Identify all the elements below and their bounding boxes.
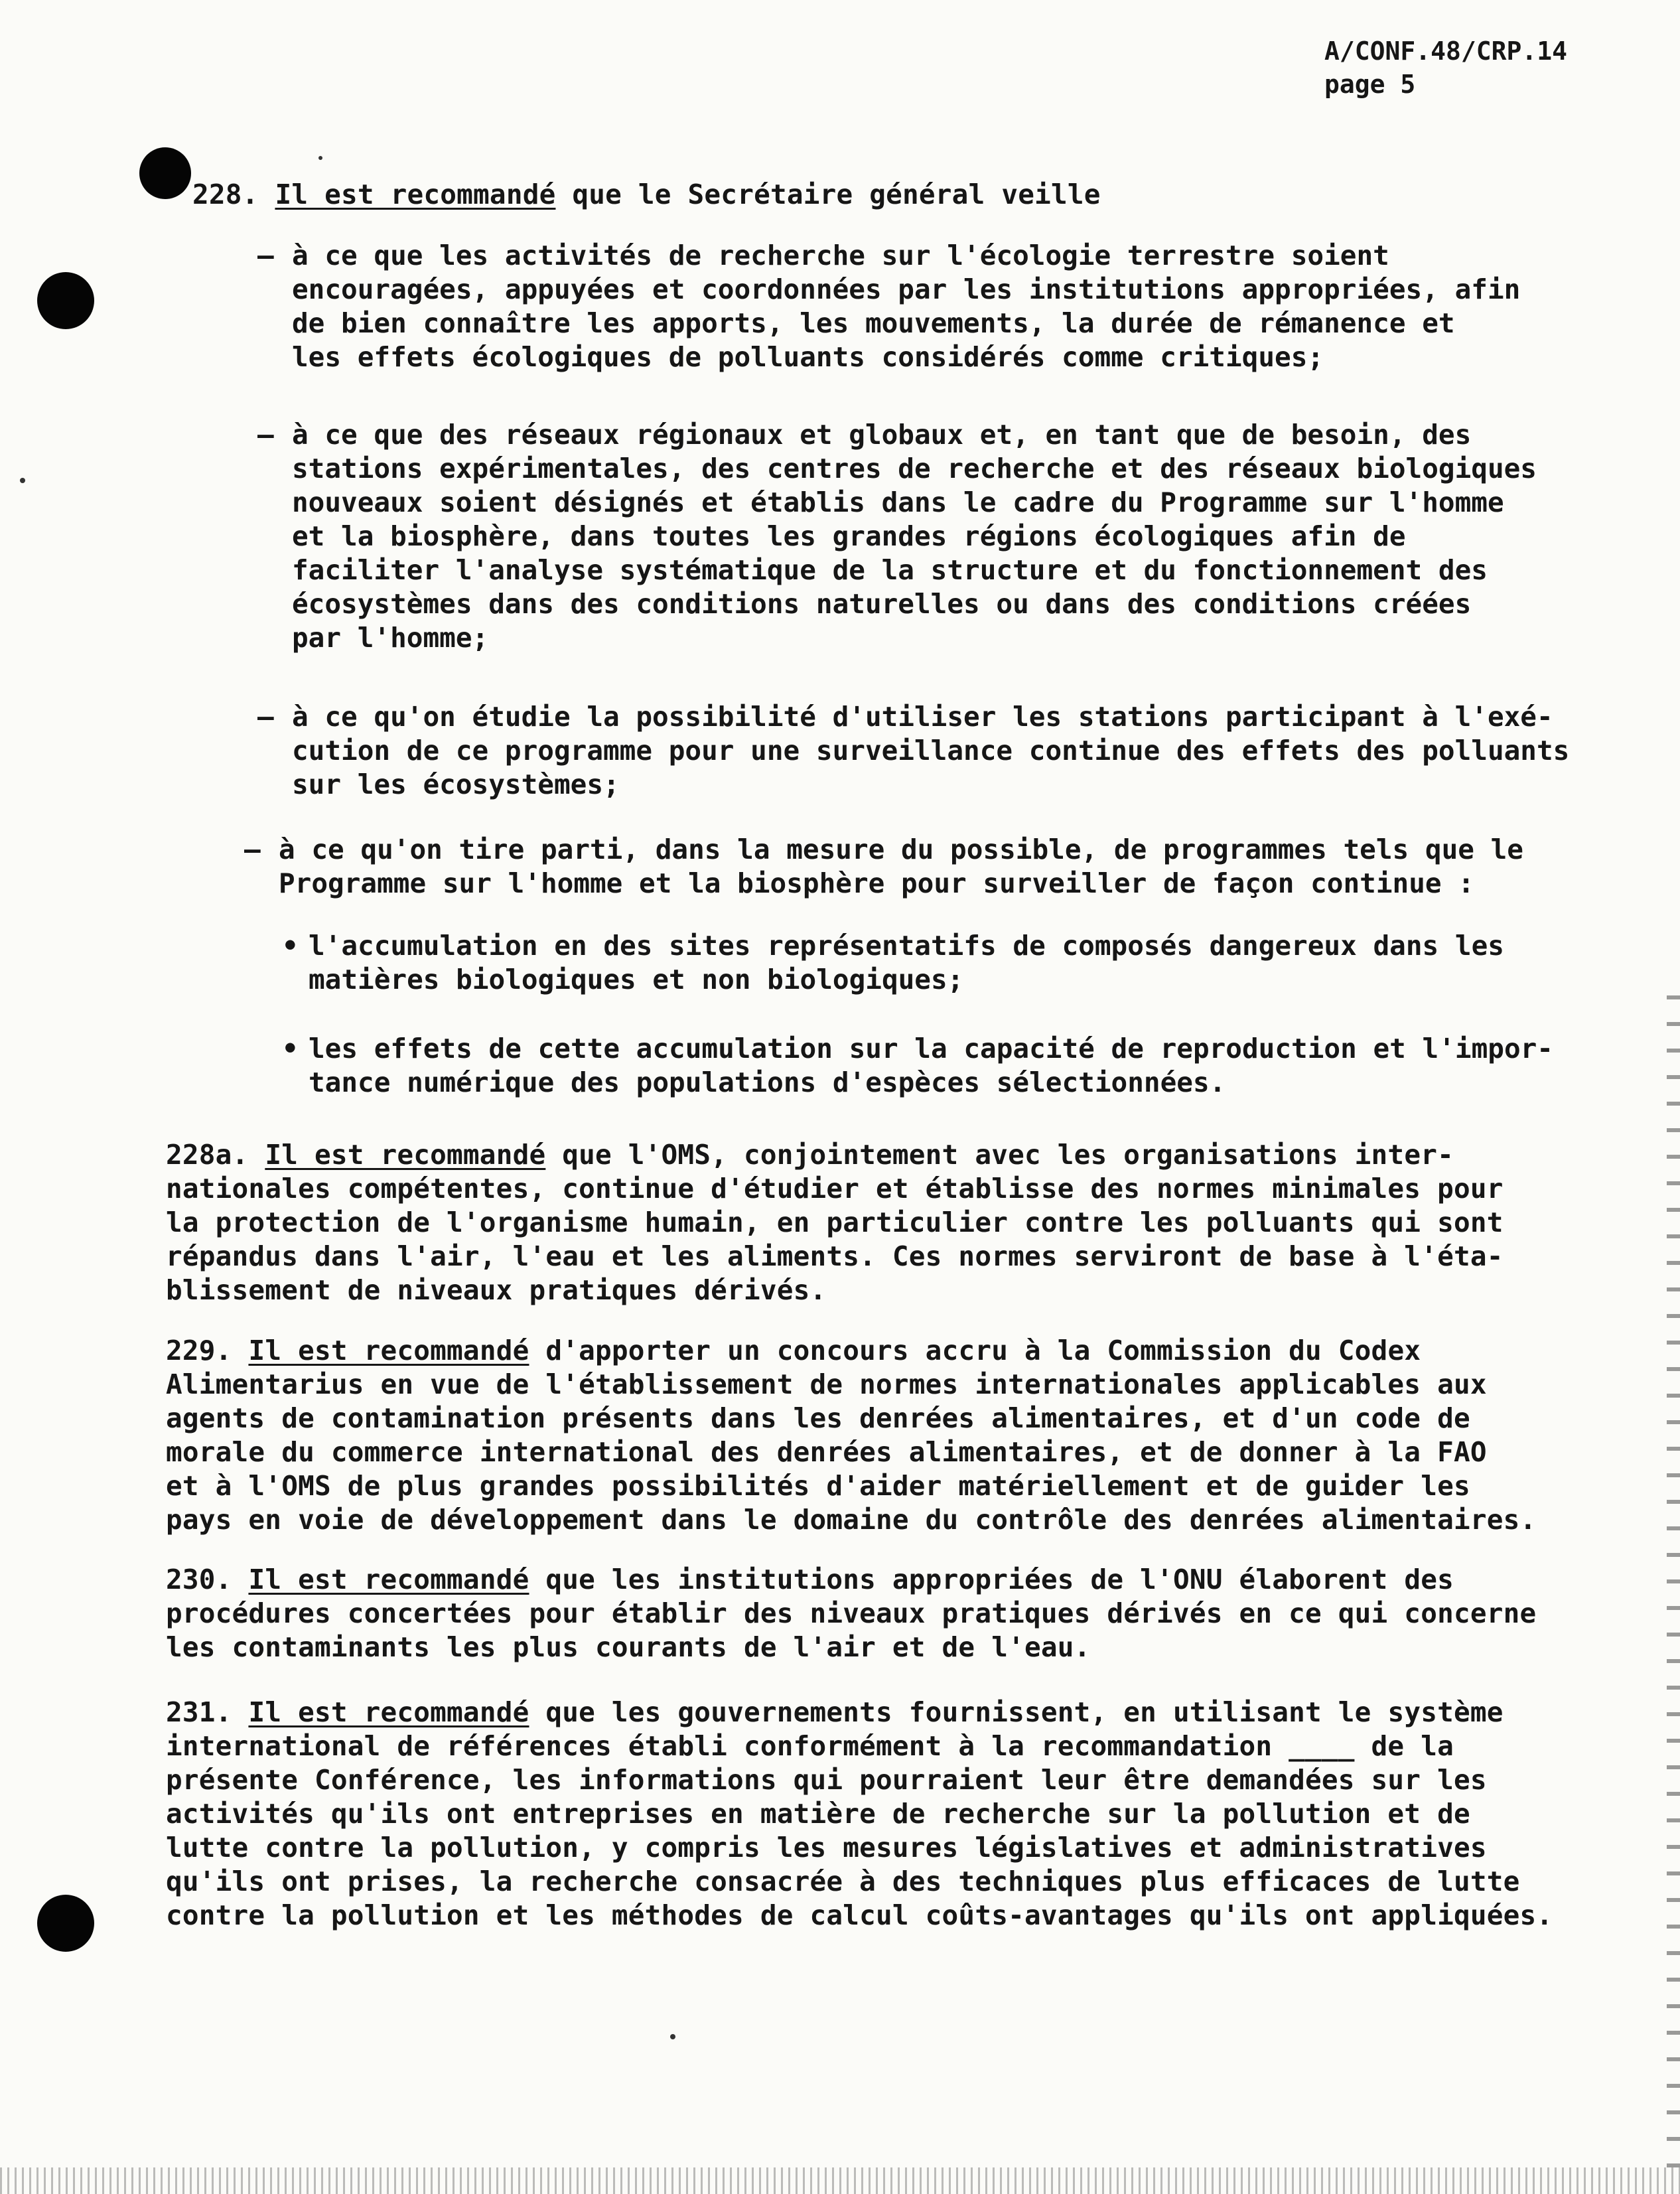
text-line: répandus dans l'air, l'eau et les aliments. Ces normes serviront de base à l'éta- [166,1240,1504,1272]
bullet-marker: • [282,930,299,962]
punch-hole-bottom [37,1895,94,1952]
text-line: cution de ce programme pour une surveillance continue des effets des polluants [292,735,1570,767]
paragraph-number: 231. [166,1696,232,1728]
text-line: à ce qu'on étudie la possibilité d'utiliser les stations participant à l'exé- [292,701,1553,733]
paragraph-229 [166,1334,1536,1537]
text-line: agents de contamination présents dans les denrées alimentaires, et d'un code de [166,1402,1470,1434]
text-line: présente Conférence, les informations qui pourraient leur être demandées sur les [166,1764,1487,1796]
page-number: page 5 [1324,70,1416,99]
document-reference: A/CONF.48/CRP.14 [1324,37,1567,66]
text-line: nationales compétentes, continue d'étudier et établisse des normes minimales pour [166,1173,1504,1205]
text-line: et à l'OMS de plus grandes possibilités d'aider matériellement et de guider les [166,1470,1470,1502]
text-line: l'accumulation en des sites représentatifs de composés dangereux dans les [309,930,1504,962]
dash-marker: – [257,419,274,451]
text-line: international de références établi conformément à la recommandation ____ de la [166,1730,1454,1762]
dash-marker: – [257,240,274,271]
text-line: pays en voie de développement dans le domaine du contrôle des denrées alimentaires. [166,1504,1537,1536]
text-line: de bien connaître les apports, les mouvements, la durée de rémanence et [292,307,1455,339]
text-line: que les gouvernements fournissent, en utilisant le système [529,1696,1504,1728]
punch-hole-top [139,147,191,199]
bullet-item [282,929,1504,997]
text-line: la protection de l'organisme humain, en particulier contre les polluants qui sont [166,1207,1504,1238]
text-line: les effets écologiques de polluants considérés comme critiques; [292,341,1324,373]
punch-hole-middle [37,272,94,329]
scan-speck [670,2034,675,2039]
paragraph-230 [166,1563,1536,1664]
recommendation-lead: Il est recommandé [265,1139,546,1171]
paragraph-number: 230. [166,1564,232,1595]
recommendation-lead: Il est recommandé [275,179,556,210]
recommendation-lead: Il est recommandé [248,1696,529,1728]
text-line: encouragées, appuyées et coordonnées par les institutions appropriées, afin [292,273,1521,305]
text-line: les effets de cette accumulation sur la capacité de reproduction et l'impor- [309,1033,1553,1064]
text-line: et la biosphère, dans toutes les grandes régions écologiques afin de [292,520,1406,552]
paragraph-228-heading [192,178,1101,212]
scan-speck [20,478,25,483]
text-line: qu'ils ont prises, la recherche consacrée à des techniques plus efficaces de lutte [166,1865,1520,1897]
paragraph-number: 228a. [166,1139,249,1171]
text-line: sur les écosystèmes; [292,768,620,800]
text-line: à ce que les activités de recherche sur l'écologie terrestre soient [292,240,1389,271]
recommendation-lead: Il est recommandé [248,1564,529,1595]
page-header [1324,35,1567,101]
text-line: à ce qu'on tire parti, dans la mesure du possible, de programmes tels que le [279,834,1523,865]
text-line: que l'OMS, conjointement avec les organisations inter- [545,1139,1454,1171]
text-line: écosystèmes dans des conditions naturelles ou dans des conditions créées [292,588,1472,620]
margin-scan-noise [1667,995,1680,2190]
bullet-item [282,1032,1553,1100]
text-line: activités qu'ils ont entreprises en matière de recherche sur la pollution et de [166,1798,1470,1830]
bottom-scan-noise [0,2167,1680,2194]
text-line: lutte contre la pollution, y compris les mesures législatives et administratives [166,1832,1487,1864]
text-line: tance numérique des populations d'espèces sélectionnées. [309,1066,1226,1098]
text-line: stations expérimentales, des centres de recherche et des réseaux biologiques [292,453,1537,484]
text-line: à ce que des réseaux régionaux et globaux et, en tant que de besoin, des [292,419,1472,451]
dash-item [257,418,1537,655]
bullet-marker: • [282,1033,299,1064]
paragraph-231 [166,1696,1553,1933]
text-line: contre la pollution et les méthodes de calcul coûts-avantages qu'ils ont appliquées. [166,1899,1553,1931]
heading-text: que le Secrétaire général veille [555,179,1101,210]
paragraph-228a [166,1138,1504,1307]
recommendation-lead: Il est recommandé [248,1335,529,1366]
dash-item [257,239,1521,374]
paragraph-number: 229. [166,1335,232,1366]
dash-item [244,833,1523,901]
dash-marker: – [244,834,261,865]
text-line: morale du commerce international des denrées alimentaires, et de donner à la FAO [166,1436,1487,1468]
dash-item [257,700,1570,802]
dash-marker: – [257,701,274,733]
text-line: nouveaux soient désignés et établis dans le cadre du Programme sur l'homme [292,486,1504,518]
paragraph-number: 228. [192,179,259,210]
text-line: matières biologiques et non biologiques; [309,964,964,995]
text-line: procédures concertées pour établir des niveaux pratiques dérivés en ce qui concerne [166,1597,1537,1629]
text-line: Alimentarius en vue de l'établissement de normes internationales applicables aux [166,1368,1487,1400]
text-line: d'apporter un concours accru à la Commission du Codex [529,1335,1421,1366]
text-line: que les institutions appropriées de l'ONU élaborent des [529,1564,1454,1595]
text-line: blissement de niveaux pratiques dérivés. [166,1274,827,1306]
text-line: les contaminants les plus courants de l'air et de l'eau. [166,1631,1091,1663]
scan-speck [318,156,322,160]
text-line: Programme sur l'homme et la biosphère pour surveiller de façon continue : [279,867,1474,899]
text-line: faciliter l'analyse systématique de la structure et du fonctionnement des [292,554,1488,586]
text-line: par l'homme; [292,622,489,654]
